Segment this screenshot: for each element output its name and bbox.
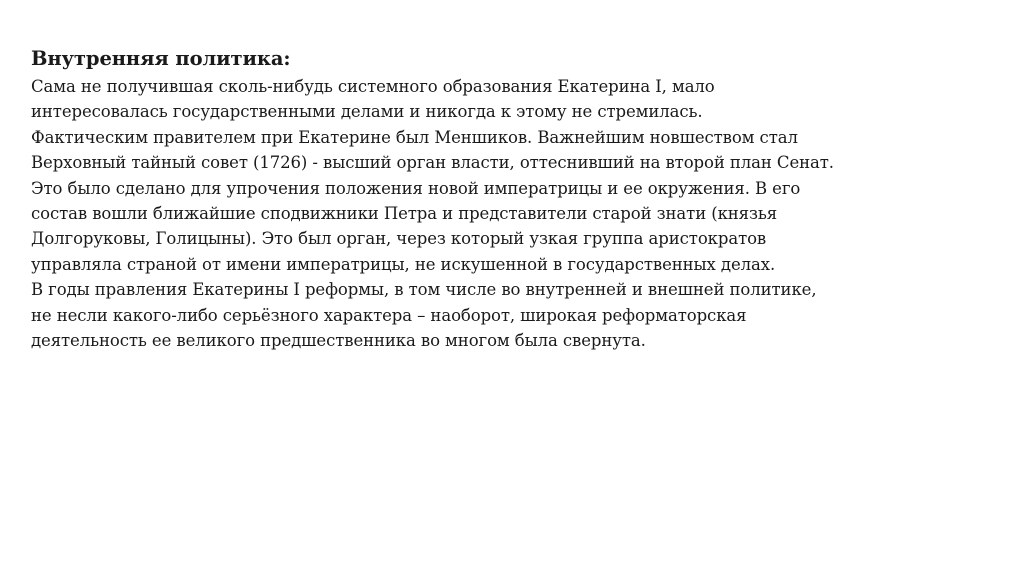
- text-line: Сама не получившая сколь-нибудь системного образования Екатерина I, мало: [31, 77, 715, 96]
- text-line: интересовалась государственными делами и никогда к этому не стремилась.: [31, 102, 703, 122]
- text-line: Верховный тайный совет (1726) - высший орган власти, оттеснивший на второй план Сенат.: [31, 153, 834, 173]
- text-line: Долгоруковы, Голицыны). Это был орган, через который узкая группа аристократов: [31, 229, 767, 249]
- text-line: В годы правления Екатерины I реформы, в том числе во внутренней и внешней политике,: [31, 280, 817, 300]
- text-line: Это было сделано для упрочения положения новой императрицы и ее окружения. В его: [31, 178, 801, 198]
- slide-heading: Внутренняя политика:: [31, 47, 291, 70]
- slide-content: [31, 44, 991, 353]
- text-line: деятельность ее великого предшественника во многом была свернута.: [31, 331, 646, 351]
- text-line: не несли какого-либо серьёзного характера – наоборот, широкая реформаторская: [31, 305, 747, 325]
- text-line: управляла страной от имени императрицы, не искушенной в государственных делах.: [31, 254, 776, 274]
- text-line: состав вошли ближайшие сподвижники Петра и представители старой знати (князья: [31, 204, 778, 224]
- text-line: Фактическим правителем при Екатерине был Меншиков. Важнейшим новшеством стал: [31, 127, 798, 147]
